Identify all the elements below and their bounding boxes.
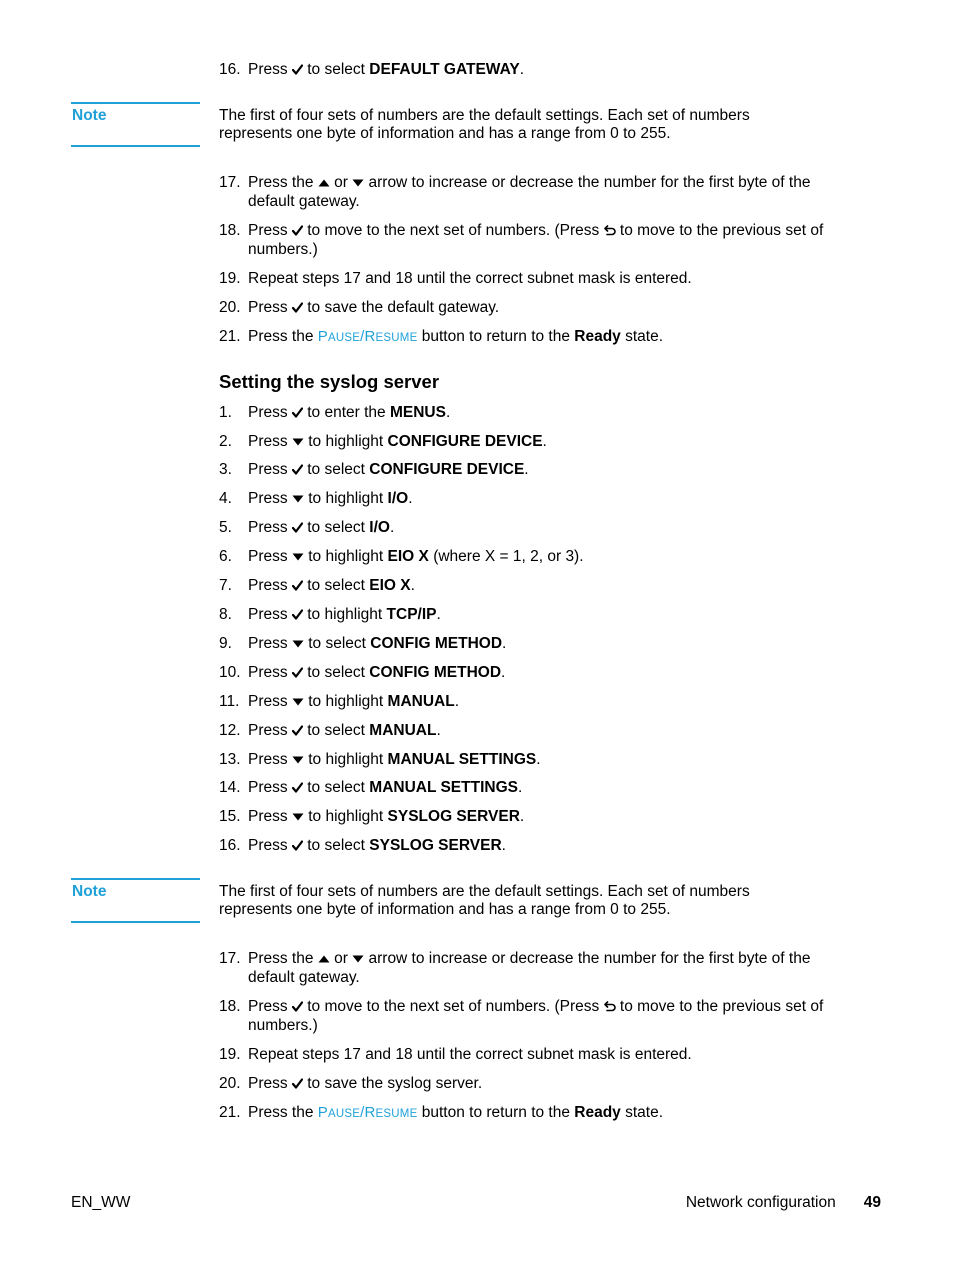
step-c-19 xyxy=(219,1045,844,1064)
step-number: 20. xyxy=(219,299,241,316)
step-text-run: . xyxy=(517,779,523,796)
note-text: The first of four sets of numbers are the default settings. Each set of numbers represents one byte of information and has a range from 0 to 255. xyxy=(219,107,750,142)
down-arrow-icon xyxy=(352,955,364,963)
step-top-16 xyxy=(219,60,844,79)
step-text-run: to select xyxy=(302,837,370,854)
note-text: The first of four sets of numbers are the default settings. Each set of numbers represents one byte of information and has a range from 0 to 255. xyxy=(219,883,750,918)
step-text-run: Press xyxy=(248,1075,292,1092)
checkmark-icon xyxy=(292,464,303,475)
step-text-run: . xyxy=(389,519,395,536)
step-text-run: Press xyxy=(248,693,292,710)
step-text-run: to move to the previous set of numbers.) xyxy=(248,998,824,1034)
back-arrow-icon xyxy=(604,1001,616,1012)
checkmark-icon xyxy=(292,580,303,591)
step-number: 11. xyxy=(219,693,240,710)
step-number: 13. xyxy=(219,751,241,768)
step-text-run: or xyxy=(329,950,353,967)
step-text-run: . xyxy=(410,577,415,594)
step-text-run: to move to the previous set of numbers.) xyxy=(248,222,824,258)
bold-term: EIO X xyxy=(369,577,411,594)
step-number: 19. xyxy=(219,1046,241,1063)
step-text xyxy=(248,460,844,479)
bold-term: MENUS xyxy=(389,404,446,421)
step-number: 9. xyxy=(219,635,232,652)
checkmark-icon xyxy=(292,609,303,620)
step-number: 17. xyxy=(219,950,241,967)
bold-term: TCP/IP xyxy=(386,606,437,623)
footer-section-title: Network configuration xyxy=(685,1194,836,1211)
step-text-run: Repeat steps 17 and 18 until the correct subnet mask is entered. xyxy=(248,270,692,287)
step-number: 21. xyxy=(219,328,241,345)
step-number: 7. xyxy=(219,577,232,594)
checkmark-icon xyxy=(292,667,303,678)
down-arrow-icon xyxy=(352,179,364,187)
step-b-16 xyxy=(219,836,844,855)
step-text-run: button to return to the xyxy=(417,1104,575,1121)
step-number: 4. xyxy=(219,490,232,507)
step-c-21 xyxy=(219,1103,844,1124)
step-text-run: state. xyxy=(620,328,664,345)
checkmark-icon xyxy=(292,522,303,533)
back-arrow-icon xyxy=(604,225,616,236)
step-text-run: . xyxy=(524,461,529,478)
step-text-run: to highlight xyxy=(303,808,388,825)
step-text-run: . xyxy=(502,635,507,652)
step-text-run: state. xyxy=(620,1104,664,1121)
step-c-18 xyxy=(219,997,844,1035)
step-text-run: Press xyxy=(248,998,292,1015)
step-b-4 xyxy=(219,489,844,508)
step-text-run: to highlight xyxy=(303,490,388,507)
step-text xyxy=(248,778,844,797)
bold-term: CONFIGURE DEVICE xyxy=(387,433,543,450)
step-number: 3. xyxy=(219,461,232,478)
step-text-run: Press xyxy=(248,404,292,421)
footer-doc-id: EN_WW xyxy=(71,1194,131,1211)
step-text xyxy=(248,327,844,348)
step-text-run: . xyxy=(501,837,506,854)
note-label-box xyxy=(71,102,200,147)
bold-term: CONFIGURE DEVICE xyxy=(369,461,525,478)
step-text-run: Press xyxy=(248,664,292,681)
step-number: 18. xyxy=(219,998,241,1015)
step-b-12 xyxy=(219,721,844,740)
checkmark-icon xyxy=(292,840,303,851)
step-text-run: to select xyxy=(302,461,370,478)
step-text-run: to select xyxy=(302,779,370,796)
step-text-run: to select xyxy=(302,722,370,739)
step-text xyxy=(248,576,844,595)
step-text xyxy=(248,1074,844,1093)
step-text-run: to highlight xyxy=(303,751,388,768)
step-a-18 xyxy=(219,221,844,259)
bold-term: MANUAL SETTINGS xyxy=(387,751,537,768)
step-text-run: to highlight xyxy=(303,433,388,450)
step-text xyxy=(248,836,844,855)
step-text-run: arrow to increase or decrease the number for the first byte of the default gateway. xyxy=(248,174,811,210)
step-c-20 xyxy=(219,1074,844,1093)
step-text-run: . xyxy=(436,722,441,739)
step-text xyxy=(248,547,844,566)
step-b-2 xyxy=(219,432,844,451)
step-number: 14. xyxy=(219,779,241,796)
step-number: 21. xyxy=(219,1104,241,1121)
bold-term: MANUAL SETTINGS xyxy=(369,779,518,796)
checkmark-icon xyxy=(292,1001,303,1012)
step-b-10 xyxy=(219,663,844,682)
step-b-9 xyxy=(219,634,844,653)
checkmark-icon xyxy=(292,225,303,236)
checkmark-icon xyxy=(292,302,303,313)
step-text xyxy=(248,518,844,537)
note-label: Note xyxy=(72,883,107,900)
bold-term: I/O xyxy=(369,519,390,536)
step-text-run: to select xyxy=(302,664,370,681)
step-text-run: to enter the xyxy=(302,404,390,421)
step-a-20 xyxy=(219,298,844,317)
step-text-run: Press xyxy=(248,433,292,450)
step-text-run: Press xyxy=(248,548,292,565)
step-text-run: Press xyxy=(248,779,292,796)
step-text-run: to highlight xyxy=(302,606,387,623)
up-arrow-icon xyxy=(318,955,330,963)
step-b-6 xyxy=(219,547,844,566)
step-text-run: to select xyxy=(302,577,370,594)
step-number: 8. xyxy=(219,606,232,623)
step-number: 17. xyxy=(219,174,241,191)
step-number: 2. xyxy=(219,433,232,450)
step-text-run: Press the xyxy=(248,328,318,345)
step-text-run: . xyxy=(436,606,441,623)
step-text xyxy=(248,60,844,79)
step-text xyxy=(248,173,844,211)
step-text-run: to save the syslog server. xyxy=(302,1075,483,1092)
step-text-run: to save the default gateway. xyxy=(302,299,500,316)
step-text-run: to move to the next set of numbers. (Press xyxy=(302,222,604,239)
up-arrow-icon xyxy=(318,179,330,187)
step-b-3 xyxy=(219,460,844,479)
bold-term: MANUAL xyxy=(387,693,455,710)
step-text xyxy=(248,1045,844,1064)
checkmark-icon xyxy=(292,64,303,75)
step-text-run: Press xyxy=(248,519,292,536)
checkmark-icon xyxy=(292,725,303,736)
down-arrow-icon xyxy=(292,813,304,821)
footer-right xyxy=(686,1194,881,1212)
step-text xyxy=(248,489,844,508)
step-text-run: button to return to the xyxy=(417,328,575,345)
section-heading: Setting the syslog server xyxy=(219,371,440,392)
step-text xyxy=(248,269,844,288)
checkmark-icon xyxy=(292,782,303,793)
step-text xyxy=(248,807,844,826)
checkmark-icon xyxy=(292,1078,303,1089)
step-text-run: Press xyxy=(248,606,292,623)
step-b-13 xyxy=(219,750,844,769)
step-text-run: Press xyxy=(248,837,292,854)
step-text xyxy=(248,721,844,740)
step-text xyxy=(248,663,844,682)
bold-term: I/O xyxy=(387,490,409,507)
step-text-run: Press xyxy=(248,222,292,239)
step-text-run: Press the xyxy=(248,1104,318,1121)
down-arrow-icon xyxy=(292,698,304,706)
pause-resume-key-label: PAUSE/RESUME xyxy=(317,328,418,345)
step-text-run: Press xyxy=(248,577,292,594)
step-text-run: . xyxy=(454,693,459,710)
step-number: 10. xyxy=(219,664,241,681)
checkmark-icon xyxy=(292,407,303,418)
step-text-run: to select xyxy=(302,61,370,78)
step-text xyxy=(248,432,844,451)
step-text xyxy=(248,403,844,422)
step-text-run: to select xyxy=(302,519,370,536)
bold-term: DEFAULT GATEWAY xyxy=(369,61,520,78)
step-text-run: (where X = 1, 2, or 3). xyxy=(428,548,584,565)
step-text-run: Press xyxy=(248,722,292,739)
step-text-run: . xyxy=(519,808,525,825)
step-b-11 xyxy=(219,692,844,711)
step-a-21 xyxy=(219,327,844,348)
step-text xyxy=(248,605,844,624)
down-arrow-icon xyxy=(292,495,304,503)
step-b-5 xyxy=(219,518,844,537)
step-text-run: to select xyxy=(303,635,371,652)
down-arrow-icon xyxy=(292,438,304,446)
step-text-run: Press the xyxy=(248,950,318,967)
step-text-run: to highlight xyxy=(303,548,388,565)
bold-term: CONFIG METHOD xyxy=(369,664,502,681)
step-text-run: . xyxy=(408,490,413,507)
step-text-run: . xyxy=(445,404,451,421)
step-text xyxy=(248,1103,844,1124)
step-text-run: Press xyxy=(248,461,292,478)
step-text xyxy=(248,997,844,1035)
step-text-run: . xyxy=(542,433,547,450)
bold-term: SYSLOG SERVER xyxy=(387,808,520,825)
step-text-run: to move to the next set of numbers. (Press xyxy=(302,998,604,1015)
step-text-run: Press xyxy=(248,808,292,825)
step-b-8 xyxy=(219,605,844,624)
step-text-run: arrow to increase or decrease the number for the first byte of the default gateway. xyxy=(248,950,811,986)
step-number: 18. xyxy=(219,222,241,239)
down-arrow-icon xyxy=(292,640,304,648)
bold-term: EIO X xyxy=(387,548,429,565)
step-number: 19. xyxy=(219,270,241,287)
step-b-15 xyxy=(219,807,844,826)
step-number: 16. xyxy=(219,61,241,78)
step-text xyxy=(248,634,844,653)
bold-term: SYSLOG SERVER xyxy=(369,837,502,854)
step-text-run: Press xyxy=(248,635,292,652)
step-a-17 xyxy=(219,173,844,211)
step-text-run: or xyxy=(329,174,353,191)
bold-term: Ready xyxy=(574,328,621,345)
step-text xyxy=(248,949,844,987)
step-text xyxy=(248,298,844,317)
step-text-run: Press the xyxy=(248,174,318,191)
step-text-run: . xyxy=(501,664,506,681)
step-number: 12. xyxy=(219,722,241,739)
step-text xyxy=(248,221,844,259)
bold-term: MANUAL xyxy=(369,722,437,739)
note-label-box xyxy=(71,878,200,923)
step-number: 6. xyxy=(219,548,232,565)
step-text-run: Press xyxy=(248,61,292,78)
step-text-run: to highlight xyxy=(303,693,388,710)
step-text xyxy=(248,750,844,769)
step-c-17 xyxy=(219,949,844,987)
step-b-1 xyxy=(219,403,844,422)
step-text-run: Repeat steps 17 and 18 until the correct subnet mask is entered. xyxy=(248,1046,692,1063)
step-number: 20. xyxy=(219,1075,241,1092)
step-text xyxy=(248,692,844,711)
page-number: 49 xyxy=(863,1194,881,1211)
step-b-7 xyxy=(219,576,844,595)
pause-resume-key-label: PAUSE/RESUME xyxy=(317,1104,418,1121)
step-a-19 xyxy=(219,269,844,288)
bold-term: CONFIG METHOD xyxy=(370,635,503,652)
step-number: 5. xyxy=(219,519,232,536)
step-text-run: Press xyxy=(248,299,292,316)
note-label: Note xyxy=(72,107,107,124)
down-arrow-icon xyxy=(292,756,304,764)
step-text-run: . xyxy=(519,61,525,78)
step-text-run: Press xyxy=(248,751,292,768)
step-text-run: Press xyxy=(248,490,292,507)
down-arrow-icon xyxy=(292,553,304,561)
bold-term: Ready xyxy=(574,1104,621,1121)
step-number: 1. xyxy=(219,404,232,421)
step-b-14 xyxy=(219,778,844,797)
step-number: 16. xyxy=(219,837,241,854)
step-text-run: . xyxy=(536,751,541,768)
step-number: 15. xyxy=(219,808,241,825)
